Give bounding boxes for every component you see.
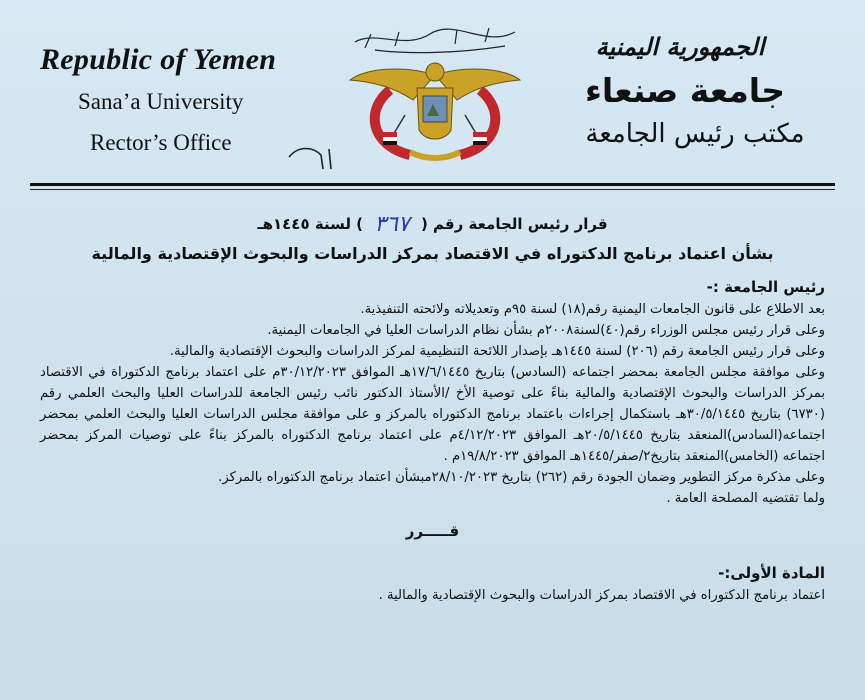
preamble-paragraph: ولما تقتضيه المصلحة العامة . <box>666 490 825 506</box>
letterhead-arabic <box>575 30 825 152</box>
preamble-paragraph: وعلى قرار رئيس مجلس الوزراء رقم(٤٠)لسنة٢٠٠٨م بشأن نظام الدراسات العليا في الجامعات اليمنية. <box>267 322 825 338</box>
letterhead-university-ar: جامعة صنعاء <box>585 71 785 110</box>
preamble-paragraph: وعلى مذكرة مركز التطوير وضمان الجودة رقم (٢٦٢) بتاريخ ٢٨/١٠/٢٠٢٣مبشأن اعتماد برنامج الدكتوراه بالمركز. <box>218 469 825 485</box>
decision-title <box>40 212 825 237</box>
decision-number-handwritten: ٣٦٧ <box>374 211 410 237</box>
header-divider-thick <box>30 183 835 186</box>
decision-subject: بشأن اعتماد برنامج الدكتوراه في الاقتصاد بمركز الدراسات والبحوث الإقتصادية والمالية <box>91 243 774 263</box>
header-divider-thin <box>30 189 835 190</box>
letterhead-country-en: Republic of Yemen <box>40 43 277 76</box>
decision-title-pre: قرار رئيس الجامعة رقم ( <box>420 215 608 233</box>
decision-body <box>40 212 825 606</box>
preamble-paragraph: بعد الاطلاع على قانون الجامعات اليمنية رقم(١٨) لسنة ٩٥م وتعديلاته ولائحته التنفيذية. <box>360 301 825 317</box>
decision-addressee: رئيس الجامعة :- <box>706 277 825 296</box>
preamble-paragraph: وعلى موافقة مجلس الجامعة بمحضر اجتماعه (السادس) بتاريخ ١٧/٦/١٤٤٥هـ الموافق ٣٠/١٢/٢٠٢٣م على اعتماد برنامج الدكتوراة في الاقتصاد بمركز الدراسات والبحوث الإقتصادية والمالية بناءً على توصية الأخ /الأستاذ الدكتور نائب رئيس الجامعة للدراسات العليا والبحث العلمي رقم (٦٧٣٠) بتاريخ ٣٠/٥/١٤٤٥هـ باستكمال إجراءات باعتماد برنامج الدكتوراه بالمركز و على موافقة مجلس الدراسات العليا والبحث العلمي بمحضر اجتماعه(السادس)المنعقد بتاريخ ٢٠/٥/١٤٤٥هـ الموافق ٤/١٢/٢٠٢٣م على اعتماد برنامج الدكتوراه بالمركز بناءً على توصيات المركز بمحضر اجتماعه (الخامس)المنعقد بتاريخ٢/صفر/١٤٤٥هـ الموافق ١٩/٨/٢٠٢٣م . <box>40 364 826 464</box>
decision-heading: قـــــرر <box>405 521 460 540</box>
letterhead-english <box>40 40 310 159</box>
decision-title-post: ) لسنة ١٤٤٥هـ <box>257 215 364 233</box>
yemen-emblem <box>335 20 535 170</box>
letterhead-office-en: Rector’s Office <box>90 130 232 155</box>
preamble-paragraph: وعلى قرار رئيس الجامعة رقم (٢٠٦) لسنة ١٤٤٥هـ بإصدار اللائحة التنظيمية لمركز الدراسات والبحوث الإقتصادية والمالية. <box>169 343 825 359</box>
letterhead-country-ar: الجمهورية اليمنية <box>595 33 765 61</box>
article-one-title: المادة الأولى:- <box>718 563 825 582</box>
letterhead-office-ar: مكتب رئيس الجامعة <box>585 119 805 149</box>
basmala-calligraphy <box>355 28 515 53</box>
article-one-text: اعتماد برنامج الدكتوراه في الاقتصاد بمركز الدراسات والبحوث الإقتصادية والمالية . <box>378 587 825 603</box>
letterhead-university-en: Sana’a University <box>78 89 244 114</box>
